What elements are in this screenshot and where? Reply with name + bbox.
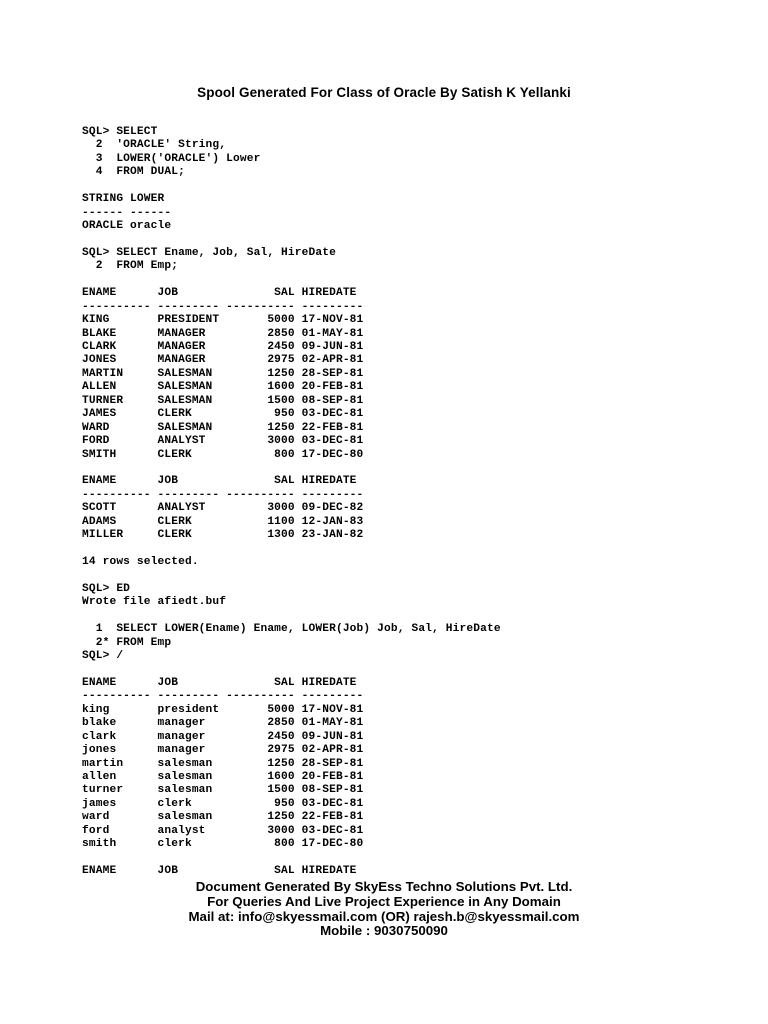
spool-line: KING PRESIDENT 5000 17-NOV-81 (82, 314, 364, 327)
spool-line: allen salesman 1600 20-FEB-81 (82, 771, 364, 783)
spool-line: ---------- --------- ---------- --------- (82, 300, 364, 313)
spool-line: martin salesman 1250 28-SEP-81 (82, 757, 364, 770)
spool-line: WARD SALESMAN 1250 22-FEB-81 (82, 421, 364, 434)
spool-line: JONES MANAGER 2975 02-APR-81 (82, 354, 364, 367)
spool-line: 1 SELECT LOWER(Ename) Ename, LOWER(Job) Job, Sal, HireDate (82, 623, 501, 636)
spool-line: TURNER SALESMAN 1500 08-SEP-81 (82, 394, 364, 407)
spool-line: ALLEN SALESMAN 1600 20-FEB-81 (82, 381, 364, 394)
spool-line: 3 LOWER('ORACLE') Lower (82, 152, 261, 165)
spool-line: 14 rows selected. (82, 556, 199, 568)
spool-line: turner salesman 1500 08-SEP-81 (82, 784, 364, 797)
spool-line: SQL> ED (82, 582, 131, 595)
spool-line: jones manager 2975 02-APR-81 (82, 744, 364, 757)
spool-line: ENAME JOB SAL HIREDATE (82, 676, 357, 689)
blank-line (82, 569, 501, 582)
spool-line: 2 FROM Emp; (82, 260, 179, 273)
spool-line: STRING LOWER (82, 193, 165, 206)
spool-line: ENAME JOB SAL HIREDATE (82, 287, 357, 300)
spool-line: MARTIN SALESMAN 1250 28-SEP-81 (82, 367, 364, 380)
blank-line (82, 180, 501, 193)
footer-company-line: Document Generated By SkyEss Techno Solutions Pvt. Ltd. (195, 879, 573, 894)
blank-line (82, 274, 501, 287)
spool-output (82, 126, 501, 879)
page-title: Spool Generated For Class of Oracle By Satish K Yellanki (197, 85, 571, 100)
spool-line: FORD ANALYST 3000 03-DEC-81 (82, 435, 364, 448)
footer-mail-line: Mail at: info@skyessmail.com (OR) rajesh.b@skyessmail.com (188, 908, 580, 924)
spool-line: 2 'ORACLE' String, (82, 139, 227, 152)
spool-line: ---------- --------- ---------- --------- (82, 488, 364, 501)
spool-line: ---------- --------- ---------- --------- (82, 690, 364, 703)
blank-line (82, 543, 501, 556)
document-footer (0, 880, 768, 939)
spool-line: 4 FROM DUAL; (82, 166, 185, 179)
spool-line: clark manager 2450 09-JUN-81 (82, 730, 364, 743)
spool-line: ward salesman 1250 22-FEB-81 (82, 811, 364, 824)
spool-line: SQL> / (82, 650, 124, 663)
spool-line: MILLER CLERK 1300 23-JAN-82 (82, 529, 364, 542)
blank-line (82, 234, 501, 247)
spool-line: ------ ------ (82, 206, 172, 219)
blank-line (82, 462, 501, 475)
spool-line: ford analyst 3000 03-DEC-81 (82, 824, 364, 837)
spool-line: 2* FROM Emp (82, 636, 172, 649)
spool-line: ENAME JOB SAL HIREDATE (82, 865, 357, 878)
spool-line: BLAKE MANAGER 2850 01-MAY-81 (82, 327, 364, 340)
spool-line: smith clerk 800 17-DEC-80 (82, 838, 364, 851)
spool-line: ENAME JOB SAL HIREDATE (82, 475, 357, 488)
spool-line: ORACLE oracle (82, 220, 172, 233)
spool-line: james clerk 950 03-DEC-81 (82, 797, 364, 810)
footer-mobile-line: Mobile : 9030750090 (320, 923, 448, 939)
blank-line (82, 664, 501, 677)
spool-line: SMITH CLERK 800 17-DEC-80 (82, 448, 364, 461)
spool-line: SQL> SELECT Ename, Job, Sal, HireDate (82, 246, 336, 259)
spool-line: Wrote file afiedt.buf (82, 596, 227, 609)
footer-queries-line: For Queries And Live Project Experience in Any Domain (207, 893, 561, 909)
blank-line (82, 852, 501, 865)
spool-line: ADAMS CLERK 1100 12-JAN-83 (82, 515, 364, 528)
spool-line: CLARK MANAGER 2450 09-JUN-81 (82, 341, 364, 353)
spool-line: blake manager 2850 01-MAY-81 (82, 717, 364, 730)
spool-line: king president 5000 17-NOV-81 (82, 703, 364, 716)
spool-line: SCOTT ANALYST 3000 09-DEC-82 (82, 502, 364, 515)
spool-line: SQL> SELECT (82, 126, 158, 138)
spool-line: JAMES CLERK 950 03-DEC-81 (82, 408, 364, 421)
blank-line (82, 610, 501, 623)
